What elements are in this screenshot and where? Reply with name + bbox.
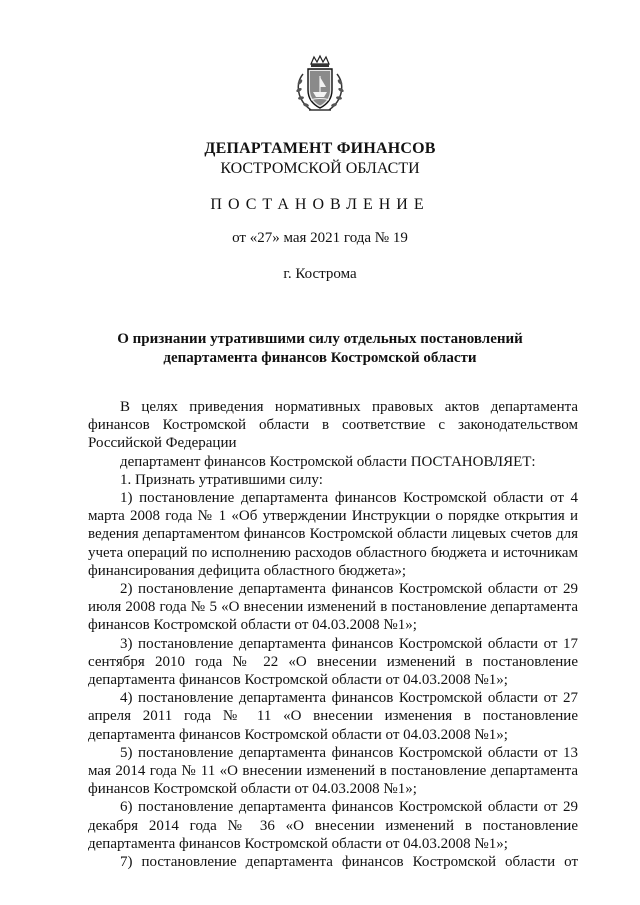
point-paragraph-2: 2) постановление департамента финансов Костромской области от 29 июля 2008 года № 5 «О внесении изменений в постановление департамента финансов Костромской области от 04.03.2008 №1»; bbox=[88, 581, 578, 634]
point-paragraph-6: 6) постановление департамента финансов Костромской области от 29 декабря 2014 года № 36 «О внесении изменений в постановление департамента финансов Костромской области от 04.03.2008 №1»; bbox=[88, 799, 578, 852]
point-paragraph-4: 4) постановление департамента финансов Костромской области от 27 апреля 2011 года № 11 «О внесении изменения в постановление департамента финансов Костромской области от 04.03.2008 №1»; bbox=[88, 690, 578, 743]
subject-line-2: департамента финансов Костромской области bbox=[163, 350, 477, 366]
point-paragraph-5: 5) постановление департамента финансов Костромской области от 13 мая 2014 года № 11 «О внесении изменений в постановление департамента финансов Костромской области от 04.03.2008 №1»; bbox=[88, 744, 578, 798]
document-type: ПОСТАНОВЛЕНИЕ bbox=[210, 196, 430, 213]
item-1-paragraph: 1. Признать утратившими силу: bbox=[120, 471, 323, 488]
resolves-paragraph: департамент финансов Костромской области ПОСТАНОВЛЯЕТ: bbox=[120, 453, 536, 470]
document-city: г. Кострома bbox=[283, 266, 357, 282]
document-subject bbox=[100, 330, 540, 368]
point-paragraph-7: 7) постановление департамента финансов Костромской области от bbox=[120, 854, 578, 871]
coat-of-arms-icon bbox=[289, 54, 351, 116]
preamble-paragraph: В целях приведения нормативных правовых актов департамента финансов Костромской области в соответствие с законодательством Российской Федерации bbox=[88, 399, 578, 452]
document-date-number: от «27» мая 2021 года № 19 bbox=[232, 230, 408, 246]
department-title: ДЕПАРТАМЕНТ ФИНАНСОВ bbox=[204, 140, 436, 157]
point-paragraph-3: 3) постановление департамента финансов Костромской области от 17 сентября 2010 года № 22 «О внесении изменений в постановление департамента финансов Костромской области от 04.03.2008 №1»; bbox=[88, 635, 578, 689]
region-title: КОСТРОМСКОЙ ОБЛАСТИ bbox=[220, 160, 420, 177]
document-body bbox=[88, 398, 578, 871]
point-paragraph-1: 1) постановление департамента финансов Костромской области от 4 марта 2008 года № 1 «Об утверждении Инструкции о порядке открытия и ведения департаментом финансов Костромской области лицевых счетов для учета операций по исполнению расходов областного бюджета и источникам финансирования дефицита областного бюджета»; bbox=[88, 490, 578, 579]
subject-line-1: О признании утратившими силу отдельных постановлений bbox=[117, 331, 523, 347]
